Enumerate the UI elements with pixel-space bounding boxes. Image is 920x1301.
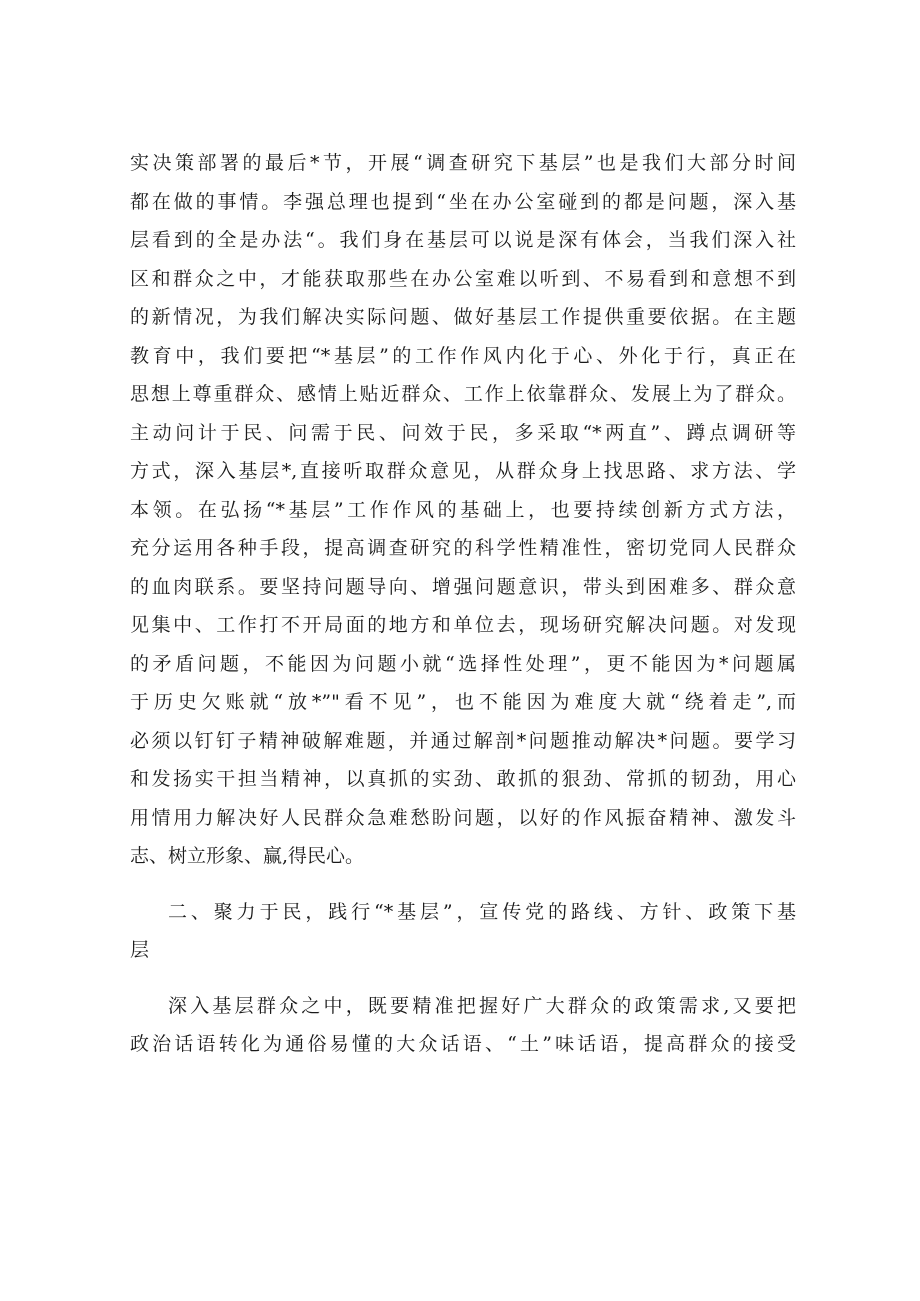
- text-line: 区和群众之中，才能获取那些在办公室难以听到、不易看到和意想不到: [130, 267, 796, 290]
- text-line: 的血肉联系。要坚持问题导向、增强问题意识，带头到困难多、群众意: [130, 575, 796, 598]
- text-line: 充分运用各种手段，提高调查研究的科学性精准性，密切党同人民群众: [130, 537, 796, 559]
- text-line: 教育中，我们要把“*基层”的工作作风内化于心、外化于行，真正在: [130, 344, 796, 367]
- text-line: 和发扬实干担当精神，以真抓的实劲、敢抓的狠劲、常抓的韧劲，用心: [130, 768, 796, 790]
- text-line: 的矛盾问题，不能因为问题小就“选择性处理”，更不能因为*问题属: [130, 652, 796, 675]
- paragraph-gap: [130, 876, 796, 893]
- text-line: 本领。在弘扬“*基层”工作作风的基础上，也要持续创新方式方法，: [130, 498, 796, 521]
- text-line: 见集中、工作打不开局面的地方和单位去，现场研究解决问题。对发现: [130, 614, 796, 636]
- text-line: 政治话语转化为通俗易懂的大众话语、“土”味话语，提高群众的接受: [130, 1033, 796, 1055]
- paragraph-gap: [130, 970, 796, 987]
- text-line: 的新情况，为我们解决实际问题、做好基层工作提供重要依据。在主题: [130, 306, 796, 328]
- paragraph-2: [130, 987, 796, 1064]
- text-line: 都在做的事情。李强总理也提到“坐在办公室碰到的都是问题，深入基: [130, 190, 796, 213]
- text-line: 主动问计于民、问需于民、问效于民，多采取“*两直”、蹲点调研等: [130, 421, 796, 444]
- heading-line: 层: [130, 939, 150, 961]
- text-line: 深入基层群众之中，既要精准把握好广大群众的政策需求,又要把: [168, 994, 796, 1017]
- paragraph-1: [130, 144, 796, 876]
- document-body: [130, 144, 796, 1064]
- section-heading: [130, 893, 796, 970]
- text-line: 于历史欠账就“放*”"看不见”，也不能因为难度大就“绕着走”,而: [130, 691, 796, 713]
- text-line: 思想上尊重群众、感情上贴近群众、工作上依靠群众、发展上为了群众。: [130, 383, 796, 405]
- text-line: 志、树立形象、赢,得民心。: [130, 845, 365, 867]
- text-line: 方式，深入基层*,直接听取群众意见，从群众身上找思路、求方法、学: [130, 460, 796, 482]
- text-line: 层看到的全是办法“。我们身在基层可以说是深有体会，当我们深入社: [130, 229, 796, 251]
- text-line: 必须以钉钉子精神破解难题，并通过解剖*问题推动解决*问题。要学习: [130, 729, 796, 752]
- text-line: 用情用力解决好人民群众急难愁盼问题，以好的作风振奋精神、激发斗: [130, 806, 796, 829]
- text-line: 实决策部署的最后*节，开展“调查研究下基层”也是我们大部分时间: [130, 152, 796, 174]
- heading-line: 二、聚力于民，践行“*基层”，宣传党的路线、方针、政策下基: [168, 900, 796, 923]
